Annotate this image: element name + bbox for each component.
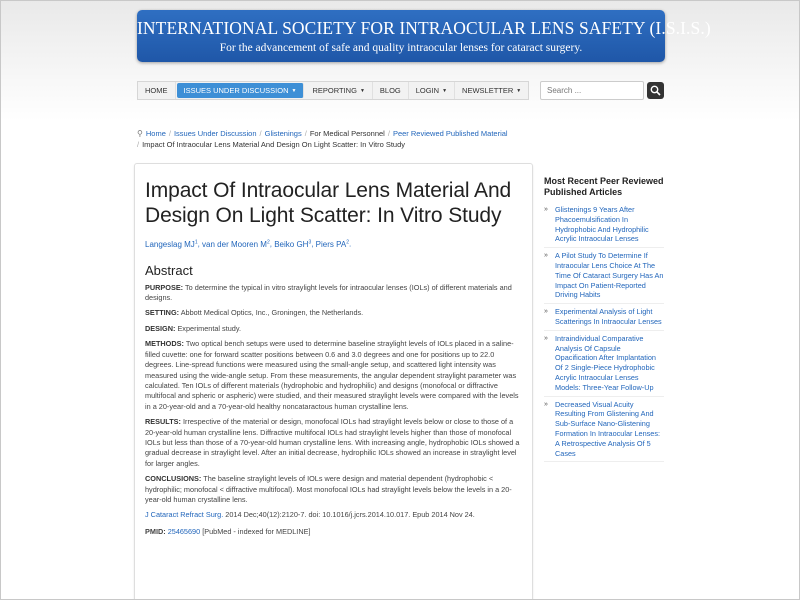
abstract-methods: METHODS: Two optical bench setups were used to determine baseline straylight levels of IOLs placed in a saline-filled cuvette: one for forward scatter positions between 0.6 and 3.0 degrees and one for positions up to 22.0 degrees. Line-spread functions were measured using the small-angle setup, and scattered light intensity was measured using the wide-angle setup. From these measurements, the angular dependent straylight parameter was calculated. Ten IOLs of different materials (hydrophobic and hydrophilic) and designs (monofocal or diffractive multifocal and spheric or aspheric) were studied, and their measured straylight levels were compared with the levels in a 20-year-old and a 70-year-old healthy noncataractous human crystalline lens.	[145, 339, 519, 411]
nav-item-blog[interactable]: BLOG	[373, 82, 409, 99]
site-tagline: For the advancement of safe and quality intraocular lenses for cataract surgery.	[219, 42, 583, 54]
author-link[interactable]: Beiko $GH^3$	[274, 239, 312, 249]
abstract-results: RESULTS: Irrespective of the material or design, monofocal IOLs had straylight levels below or close to those of a 20-year-old human crystalline lens. Diffractive multifocal IOLs had straylight levels higher than those of monofocal IOLs but less than those of a 70-year-old human crystalline lens. With increasing angle, hydrophobic IOLs showed a gradual decrease in straylight level. After an initial decrease, hydrophilic IOLs showed an increase in straylight level for larger angles.	[145, 417, 520, 468]
caret-down-icon: ▼	[359, 87, 365, 94]
search-button[interactable]	[647, 82, 664, 99]
chevron-right-icon: »	[544, 206, 548, 213]
pmid-link[interactable]: 25465690	[167, 526, 201, 536]
site-title: INTERNATIONAL SOCIETY FOR INTRAOCULAR LENS SAFETY (I.S.I.S.)	[137, 18, 711, 38]
article-card	[134, 163, 533, 600]
caret-down-icon: ▼	[291, 87, 297, 94]
list-item[interactable]: » Intraindividual Comparative Analysis Of Capsule Opacification After Implantation Of 2 Single-Piece Hydrophobic Acrylic Intraocular Lenses Models: Three-Year Follow-Up	[544, 331, 664, 397]
caret-down-icon: ▼	[516, 87, 522, 94]
breadcrumb-home[interactable]: Home	[145, 129, 166, 138]
breadcrumb: ⚲ Home / Issues Under Discussion / Glistenings / For Medical Personnel / Peer Reviewed Published Material / Impact Of Intraocular Lens Material And Design On Light Scatter: In Vitro Study	[137, 129, 508, 149]
abstract-conclusions: CONCLUSIONS: The baseline straylight levels of IOLs were design and material dependent (hydrophobic < hydrophilic; monofocal < diffractive multifocal). Most monofocal IOLs had straylight levels below the levels in a 20-year-old human crystalline lens.	[145, 474, 512, 504]
author-link[interactable]: Piers $PA^2$	[315, 239, 349, 249]
breadcrumb-current: Impact Of Intraocular Lens Material And Design On Light Scatter: In Vitro Study	[142, 140, 406, 149]
nav-item-reporting[interactable]: REPORTING ▼	[305, 82, 372, 99]
chevron-right-icon: »	[544, 400, 548, 408]
search-input[interactable]: Search ...	[540, 81, 644, 100]
abstract-setting: SETTING: Abbott Medical Optics, Inc., Groningen, the Netherlands.	[145, 308, 364, 318]
list-item[interactable]: » Glistenings 9 Years After Phacoemulsification In Hydrophobic And Hydrophilic Acrylic Intraocular Lenses	[544, 202, 664, 248]
recent-articles-list	[544, 202, 664, 462]
breadcrumb-medical-personnel: For Medical Personnel	[309, 129, 385, 138]
chevron-right-icon: »	[544, 334, 548, 342]
nav-item-issues-under-discussion[interactable]: ISSUES UNDER DISCUSSION ▼	[177, 83, 305, 98]
chevron-right-icon: »	[544, 252, 548, 260]
citation: J Cataract Refract Surg. 2014 Dec;40(12):2120-7. doi: 10.1016/j.jcrs.2014.10.017. Epub 2014 Nov 24.	[145, 510, 475, 520]
breadcrumb-issues[interactable]: Issues Under Discussion	[173, 129, 257, 138]
nav-item-login[interactable]: LOGIN ▼	[409, 82, 455, 99]
author-link[interactable]: van der Mooren $M^2$	[202, 239, 270, 249]
author-list: Langeslag $MJ^1$, van der Mooren $M^2$, Beiko $GH^3$, Piers $PA^2$.	[145, 239, 352, 249]
recent-articles-sidebar	[544, 176, 664, 462]
breadcrumb-peer-reviewed[interactable]: Peer Reviewed Published Material	[392, 129, 508, 138]
author-link[interactable]: Langeslag $MJ^1$	[145, 239, 198, 249]
sidebar-heading: Most Recent Peer Reviewed Published Articles	[544, 176, 664, 197]
list-item[interactable]: » Experimental Analysis of Light Scatterings In Intraocular Lenses	[544, 304, 664, 331]
list-item[interactable]: » Decreased Visual Acuity Resulting From Glistening And Sub-Surface Nano-Glistening Formation In Intraocular Lenses: A Retrospective Analysis Of 5 Cases	[544, 397, 664, 463]
list-item[interactable]: » A Pilot Study To Determine If Intraocular Lens Choice At The Time Of Cataract Surgery Has An Impact On Patient-Reported Driving Habits	[544, 248, 664, 304]
breadcrumb-glistenings[interactable]: Glistenings	[264, 129, 302, 138]
journal-link[interactable]: J Cataract Refract Surg.	[145, 510, 224, 520]
chevron-right-icon: »	[544, 308, 548, 316]
location-pin-icon: ⚲	[137, 129, 143, 138]
search-icon	[650, 85, 661, 96]
abstract-design: DESIGN: Experimental study.	[145, 323, 241, 333]
nav-item-newsletter[interactable]: NEWSLETTER ▼	[462, 86, 522, 95]
nav-item-home[interactable]: HOME	[138, 82, 176, 99]
abstract-purpose: PURPOSE: To determine the typical in vitro straylight levels for intraocular lenses (IOLs) of different materials and designs.	[145, 282, 512, 303]
abstract-heading: Abstract	[145, 262, 193, 278]
site-banner[interactable]	[137, 10, 711, 62]
article-title: Impact Of Intraocular Lens Material And Design On Light Scatter: In Vitro Study	[145, 179, 512, 227]
pmid-line: PMID: 25465690 [PubMed - indexed for MEDLINE]	[145, 526, 311, 536]
caret-down-icon: ▼	[442, 87, 448, 94]
main-nav	[137, 81, 529, 100]
